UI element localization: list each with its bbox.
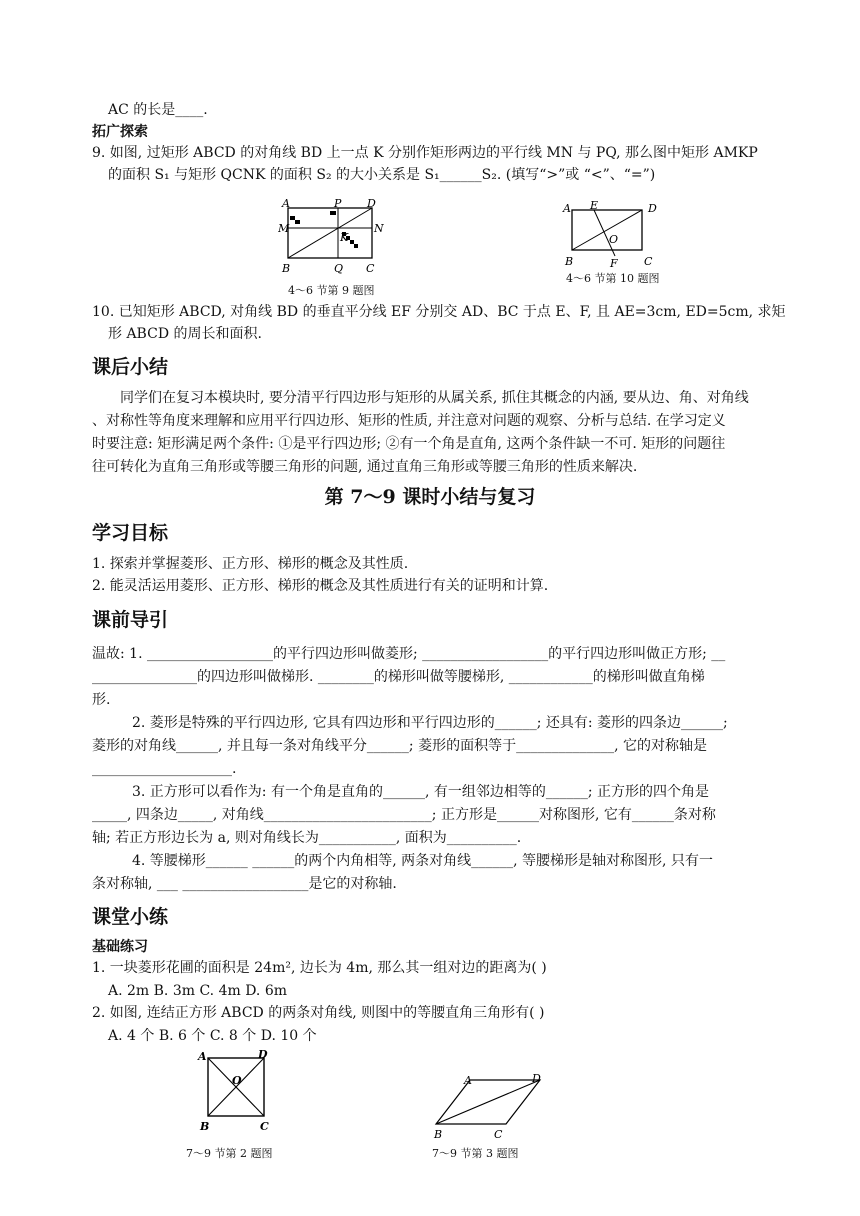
label-B: B	[434, 1128, 443, 1141]
text-line: _____, 四条边_____, 对角线________________________; 正方形是______对称图形, 它有______条对称	[92, 807, 716, 823]
label-D: D	[367, 197, 376, 210]
section-heading-daoyin: 课前导引	[92, 609, 169, 631]
text-line: A. 4 个 B. 6 个 C. 8 个 D. 10 个	[108, 1028, 317, 1044]
section-heading-jichu: 基础练习	[92, 939, 148, 955]
text-line: 时要注意: 矩形满足两个条件: ①是平行四边形; ②有一个角是直角, 这两个条件缺一不可. 矩形的问题往	[92, 436, 726, 452]
label-B: B	[282, 262, 291, 275]
figure-caption: 7～9 节第 2 题图	[186, 1147, 273, 1160]
text-line: 形 ABCD 的周长和面积.	[108, 326, 262, 342]
label-E: E	[590, 199, 599, 212]
text-line: 温故: 1. __________________的平行四边形叫做菱形; __________________的平行四边形叫做正方形; __	[92, 646, 726, 662]
figure-q10-rectangle	[560, 198, 670, 270]
section-heading-kehou: 课后小结	[92, 356, 169, 378]
text-line: _______________的四边形叫做梯形. ________的梯形叫做等腰梯形, ____________的梯形叫做直角梯	[92, 669, 705, 685]
text-line: 10. 已知矩形 ABCD, 对角线 BD 的垂直平分线 EF 分别交 AD、BC 于点 E、F, 且 AE=3cm, ED=5cm, 求矩	[92, 304, 786, 320]
text-line: 2. 能灵活运用菱形、正方形、梯形的概念及其性质进行有关的证明和计算.	[92, 578, 549, 594]
label-C: C	[366, 262, 375, 275]
label-C: C	[260, 1120, 269, 1133]
text-line: AC 的长是____.	[108, 102, 208, 118]
text-line: 4. 等腰梯形______ ______的两个内角相等, 两条对角线______, 等腰梯形是轴对称图形, 只有一	[132, 853, 713, 869]
label-B: B	[565, 255, 574, 268]
label-K: K	[340, 231, 349, 244]
label-C: C	[494, 1128, 503, 1141]
text-line: A. 2m B. 3m C. 4m D. 6m	[108, 983, 288, 999]
label-D: D	[532, 1072, 541, 1085]
label-B: B	[200, 1120, 210, 1133]
figure-q3-parallelogram	[428, 1068, 548, 1142]
text-line: 2. 如图, 连结正方形 ABCD 的两条对角线, 则图中的等腰直角三角形有( )	[92, 1005, 545, 1021]
text-line: 轴; 若正方形边长为 a, 则对角线长为___________, 面积为__________.	[92, 830, 522, 846]
text-line: 往可转化为直角三角形或等腰三角形的问题, 通过直角三角形或等腰三角形的性质来解决.	[92, 459, 638, 475]
section-heading-mubiao: 学习目标	[92, 522, 169, 544]
label-N: N	[374, 222, 384, 235]
text-line: 同学们在复习本模块时, 要分清平行四边形与矩形的从属关系, 抓住其概念的内涵, 要从边、角、对角线	[120, 390, 749, 406]
label-A: A	[282, 197, 290, 210]
figure-q9-rectangle	[278, 196, 388, 278]
label-A: A	[563, 202, 571, 215]
text-line: ____________________.	[92, 761, 237, 777]
label-F: F	[610, 257, 618, 270]
text-line: 2. 菱形是特殊的平行四边形, 它具有四边形和平行四边形的______; 还具有: 菱形的四条边______;	[132, 715, 728, 731]
figure-caption: 4～6 节第 9 题图	[288, 284, 375, 297]
label-O: O	[232, 1074, 242, 1087]
label-A: A	[198, 1050, 207, 1063]
label-Q: Q	[334, 262, 344, 275]
text-line: 、对称性等角度来理解和应用平行四边形、矩形的性质, 并注意对问题的观察、分析与总结. 在学习定义	[92, 413, 726, 429]
text-line: 3. 正方形可以看作为: 有一个角是直角的______, 有一组邻边相等的______; 正方形的四个角是	[132, 784, 710, 800]
label-P: P	[334, 197, 342, 210]
label-D: D	[258, 1048, 268, 1061]
figure-caption: 7～9 节第 3 题图	[432, 1147, 519, 1160]
text-line: 的面积 S₁ 与矩形 QCNK 的面积 S₂ 的大小关系是 S₁______S₂. (填写“>”或 “<”、“=”)	[108, 167, 656, 183]
section-heading-tuoguang: 拓广探索	[92, 124, 148, 140]
text-line: 1. 一块菱形花圃的面积是 24m², 边长为 4m, 那么其一组对边的距离为( )	[92, 960, 547, 976]
section-heading-ketang: 课堂小练	[92, 906, 169, 928]
text-line: 条对称轴, ___ __________________是它的对称轴.	[92, 876, 397, 892]
label-A: A	[464, 1074, 472, 1087]
text-line: 形.	[92, 692, 111, 708]
label-C: C	[644, 255, 653, 268]
label-D: D	[648, 202, 657, 215]
text-line: 菱形的对角线______, 并且每一条对角线平分______; 菱形的面积等于______________, 它的对称轴是	[92, 738, 707, 754]
label-M: M	[278, 222, 290, 235]
label-O: O	[609, 233, 619, 246]
page-title: 第 7～9 课时小结与复习	[324, 486, 536, 508]
text-line: 1. 探索并掌握菱形、正方形、梯形的概念及其性质.	[92, 556, 409, 572]
text-line: 9. 如图, 过矩形 ABCD 的对角线 BD 上一点 K 分别作矩形两边的平行线 MN 与 PQ, 那么图中矩形 AMKP	[92, 145, 758, 161]
figure-caption: 4～6 节第 10 题图	[566, 272, 660, 285]
figure-q2-square	[194, 1046, 278, 1136]
